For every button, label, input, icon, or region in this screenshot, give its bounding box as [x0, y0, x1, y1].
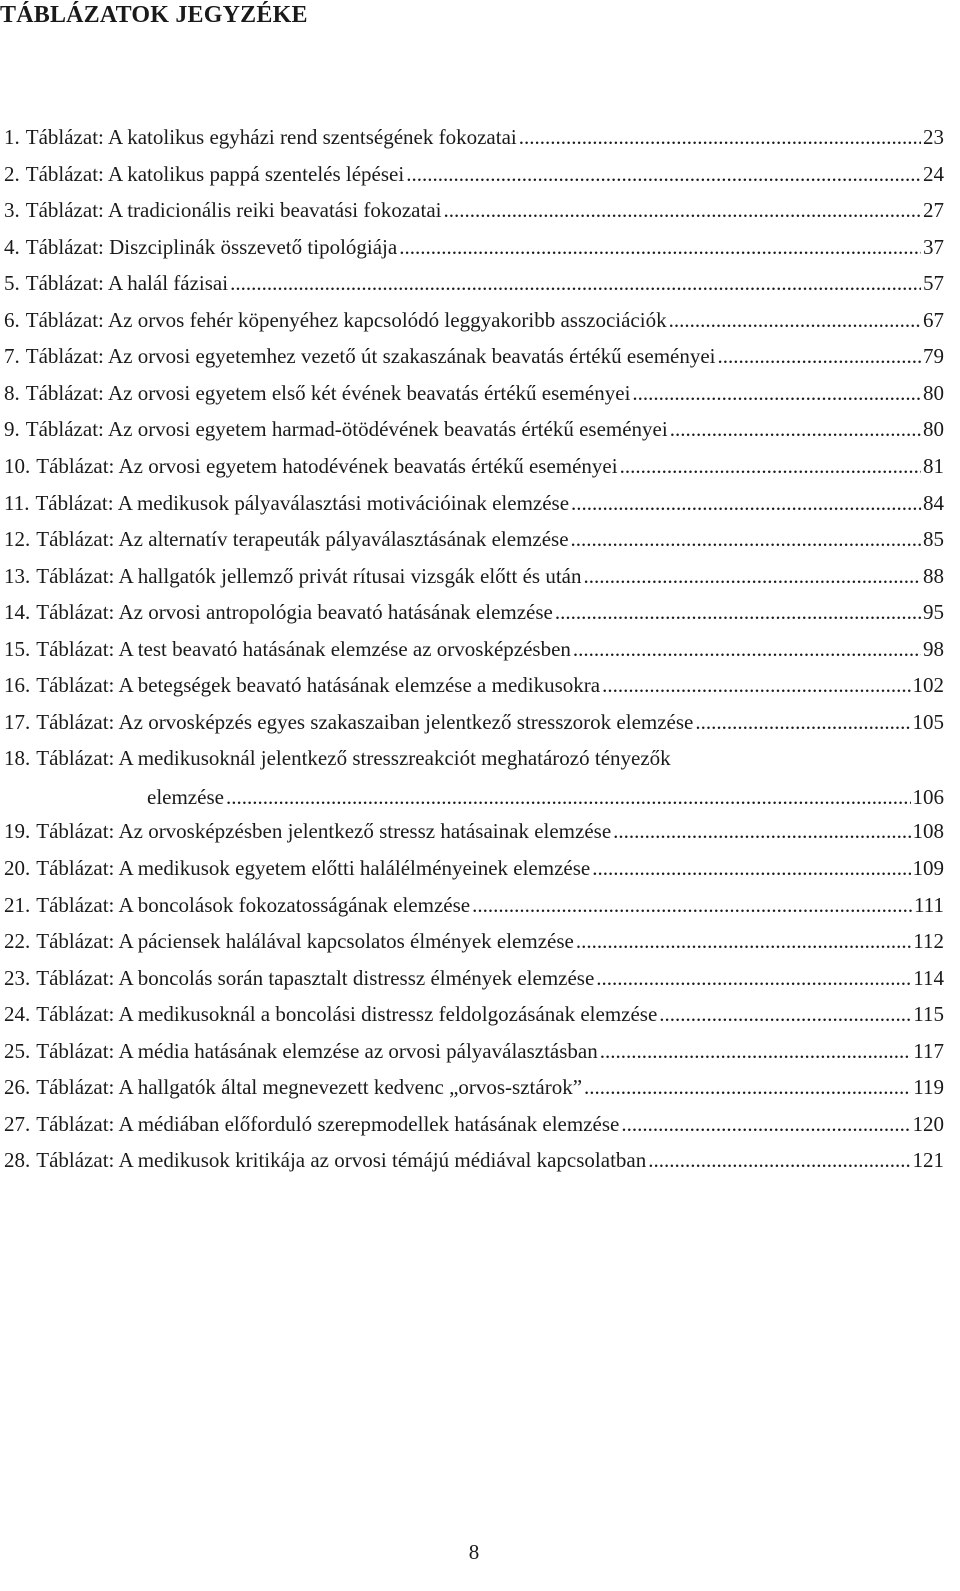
- toc-entry-number: 22.: [4, 929, 31, 954]
- toc-entry-label: Táblázat: Az orvosi egyetem hatodévének beavatás értékű eseményei: [36, 453, 618, 478]
- dot-leader: [576, 926, 911, 956]
- toc-entry-page: 108: [912, 819, 944, 844]
- toc-entry-page: 114: [913, 965, 944, 990]
- toc-entry-page: 80: [923, 417, 944, 442]
- toc-entry[interactable]: [4, 451, 944, 481]
- toc-entry-number: 8.: [4, 380, 20, 405]
- toc-entry-number: 9.: [4, 417, 20, 442]
- toc-entry-page: 24: [923, 161, 944, 186]
- dot-leader: [399, 232, 921, 262]
- toc-entry-label: Táblázat: A média hatásának elemzése az orvosi pályaválasztásban: [36, 1038, 598, 1063]
- page-number: 8: [468, 1540, 480, 1564]
- toc-entry-number: 3.: [4, 198, 20, 223]
- toc-entry-number: 24.: [4, 1002, 31, 1027]
- toc-entry-number: 18.: [4, 746, 31, 771]
- toc-entry[interactable]: [4, 890, 944, 920]
- dot-leader: [584, 561, 921, 591]
- toc-entry[interactable]: [4, 195, 944, 225]
- toc-entry-number: 19.: [4, 819, 31, 844]
- toc-entry-number: 12.: [4, 527, 31, 552]
- toc-entry-number: 23.: [4, 965, 31, 990]
- toc-entry-number: 17.: [4, 709, 31, 734]
- toc-entry-label: Táblázat: Az orvosképzés egyes szakaszaiban jelentkező stresszorok elemzése: [36, 709, 694, 734]
- toc-entry[interactable]: [4, 378, 944, 408]
- toc-entry-page: 85: [923, 527, 944, 552]
- toc-entry[interactable]: [4, 999, 944, 1029]
- dot-leader: [519, 122, 921, 152]
- toc-entry-continuation[interactable]: [147, 782, 944, 812]
- toc-entry-label: Táblázat: A katolikus pappá szentelés lépései: [25, 161, 405, 186]
- dot-leader: [718, 341, 922, 371]
- toc-entry-label: Táblázat: Az orvosi egyetem első két évének beavatás értékű eseményei: [25, 380, 631, 405]
- dot-leader: [592, 853, 910, 883]
- toc-entry-number: 4.: [4, 234, 20, 259]
- dot-leader: [571, 488, 921, 518]
- toc-entry[interactable]: [4, 524, 944, 554]
- dot-leader: [444, 195, 922, 225]
- dot-leader: [659, 999, 911, 1029]
- toc-entry-label: Táblázat: A páciensek halálával kapcsolatos élmények elemzése: [36, 929, 574, 954]
- toc-entry-label: Táblázat: A medikusoknál jelentkező stresszreakciót meghatározó tényezők: [36, 746, 671, 771]
- dot-leader: [226, 782, 911, 812]
- toc-entry-number: 2.: [4, 161, 20, 186]
- dot-leader: [573, 634, 921, 664]
- toc-entry-label: Táblázat: A halál fázisai: [25, 271, 229, 296]
- dot-leader: [669, 305, 921, 335]
- dot-leader: [406, 159, 921, 189]
- toc-entry-number: 1.: [4, 125, 20, 149]
- dot-leader: [584, 1072, 911, 1102]
- toc-entry[interactable]: [4, 414, 944, 444]
- toc-entry-page: 79: [923, 344, 944, 369]
- toc-entry-label: Táblázat: A boncolások fokozatosságának elemzése: [36, 892, 471, 917]
- toc-entry-label: Táblázat: A hallgatók által megnevezett kedvenc „orvos-sztárok”: [36, 1075, 583, 1100]
- toc-entry-label: Táblázat: A medikusok pályaválasztási motivációinak elemzése: [35, 490, 570, 515]
- toc-entry[interactable]: [4, 1109, 944, 1139]
- toc-entry-number: 20.: [4, 856, 31, 880]
- toc-entry-page: 115: [913, 1002, 944, 1027]
- toc-entry[interactable]: [4, 597, 944, 627]
- toc-entry-number: 21.: [4, 892, 31, 917]
- toc-entry-page: 98: [923, 636, 944, 661]
- toc-entry-label: Táblázat: Az alternatív terapeuták pályaválasztásának elemzése: [36, 527, 569, 552]
- dot-leader: [555, 597, 921, 627]
- toc-entry-number: 25.: [4, 1038, 31, 1063]
- toc-entry-number: 26.: [4, 1075, 31, 1100]
- toc-entry[interactable]: [4, 122, 944, 152]
- toc-entry-page: 112: [913, 929, 944, 954]
- toc-entry-label: Táblázat: Az orvosképzésben jelentkező stressz hatásainak elemzése: [36, 819, 612, 844]
- toc-entry-page: 120: [912, 1111, 944, 1136]
- toc-entry[interactable]: [4, 1145, 944, 1175]
- toc-entry-page: 57: [923, 271, 944, 296]
- toc-entry-label: Táblázat: A medikusok kritikája az orvosi témájú médiával kapcsolatban: [36, 1148, 647, 1173]
- toc-entry-label: Táblázat: Az orvosi antropológia beavató hatásának elemzése: [36, 600, 553, 625]
- toc-entry-label: Táblázat: A betegségek beavató hatásának elemzése a medikusokra: [36, 673, 601, 698]
- toc-entry-label: Táblázat: Diszciplinák összevető tipológiája: [25, 234, 398, 259]
- toc-entry-page: 80: [923, 380, 944, 405]
- dot-leader: [230, 268, 921, 298]
- dot-leader: [602, 670, 910, 700]
- toc-entry[interactable]: [4, 159, 944, 189]
- toc-entry-number: 7.: [4, 344, 20, 369]
- dot-leader: [670, 414, 921, 444]
- toc-entry-number: 27.: [4, 1111, 31, 1136]
- toc-entry-label-continued: elemzése: [147, 784, 224, 809]
- dot-leader: [695, 707, 910, 737]
- toc-entry[interactable]: [4, 670, 944, 700]
- toc-entry-number: 14.: [4, 600, 31, 625]
- dot-leader: [648, 1145, 910, 1175]
- dot-leader: [472, 890, 912, 920]
- toc-entry-page: 88: [923, 563, 944, 588]
- toc-entry[interactable]: [4, 963, 944, 993]
- toc-entry-label: Táblázat: A médiában előforduló szerepmodellek hatásának elemzése: [36, 1111, 620, 1136]
- toc-entry-page: 119: [913, 1075, 944, 1100]
- toc-entry-page: 117: [913, 1038, 944, 1063]
- toc-entry-page: 121: [912, 1148, 944, 1173]
- toc-entry-number: 15.: [4, 636, 31, 661]
- page-title: TÁBLÁZATOK JEGYZÉKE: [0, 2, 308, 28]
- toc-entry-label: Táblázat: A medikusok egyetem előtti halálélményeinek elemzése: [36, 856, 591, 880]
- toc-entry[interactable]: [4, 634, 944, 664]
- dot-leader: [571, 524, 921, 554]
- toc-entry-label: Táblázat: A katolikus egyházi rend szentségének fokozatai: [25, 125, 517, 149]
- toc-entry-label: Táblázat: A hallgatók jellemző privát rítusai vizsgák előtt és után: [36, 563, 582, 588]
- toc-entry[interactable]: [4, 232, 944, 262]
- toc-entry-page: 37: [923, 234, 944, 259]
- toc-entry-number: 10.: [4, 453, 31, 478]
- toc-entry-number: 11.: [4, 490, 30, 515]
- dot-leader: [620, 451, 921, 481]
- toc-entry-page: 81: [923, 453, 944, 478]
- toc-entry-label: Táblázat: A boncolás során tapasztalt distressz élmények elemzése: [36, 965, 595, 990]
- toc-entry-label: Táblázat: A test beavató hatásának elemzése az orvosképzésben: [36, 636, 571, 661]
- toc-entry-label: Táblázat: Az orvosi egyetemhez vezető út szakaszának beavatás értékű eseményei: [25, 344, 716, 369]
- toc-entry[interactable]: [4, 1036, 944, 1066]
- toc-entry[interactable]: [4, 853, 944, 883]
- toc-entry-page: 102: [912, 673, 944, 698]
- toc-entry-page: 27: [923, 198, 944, 223]
- toc-entry-page: 105: [912, 709, 944, 734]
- toc-entry-page: 67: [923, 307, 944, 332]
- toc-entry[interactable]: [4, 743, 944, 773]
- dot-leader: [596, 963, 911, 993]
- toc-entry[interactable]: [4, 561, 944, 591]
- toc-entry[interactable]: [4, 305, 944, 335]
- toc-entry-number: 5.: [4, 271, 20, 296]
- toc-entry-label: Táblázat: Az orvosi egyetem harmad-ötödévének beavatás értékű eseményei: [25, 417, 668, 442]
- dot-leader: [621, 1109, 910, 1139]
- toc-entry[interactable]: [4, 341, 944, 371]
- dot-leader: [632, 378, 921, 408]
- dot-leader: [600, 1036, 912, 1066]
- toc-entry-page: 95: [923, 600, 944, 625]
- toc-entry-page: 106: [912, 784, 944, 809]
- toc-entry-page: 109: [912, 856, 944, 880]
- toc-entry[interactable]: [4, 816, 944, 846]
- toc-entry[interactable]: [4, 926, 944, 956]
- toc-entry-page: 84: [923, 490, 944, 515]
- toc-entry-page: 111: [914, 892, 944, 917]
- toc-entry[interactable]: [4, 488, 944, 518]
- toc-entry[interactable]: [4, 268, 944, 298]
- toc-entry-label: Táblázat: A medikusoknál a boncolási distressz feldolgozásának elemzése: [36, 1002, 658, 1027]
- toc-entry-label: Táblázat: Az orvos fehér köpenyéhez kapcsolódó leggyakoribb asszociációk: [25, 307, 667, 332]
- toc-entry[interactable]: [4, 1072, 944, 1102]
- toc-entry-number: 28.: [4, 1148, 31, 1173]
- toc-entry-label: Táblázat: A tradicionális reiki beavatási fokozatai: [25, 198, 442, 223]
- toc-entry[interactable]: [4, 707, 944, 737]
- toc-entry-number: 13.: [4, 563, 31, 588]
- toc-entry-number: 16.: [4, 673, 31, 698]
- toc-entry-page: 23: [923, 125, 944, 149]
- dot-leader: [613, 816, 910, 846]
- toc-entry-number: 6.: [4, 307, 20, 332]
